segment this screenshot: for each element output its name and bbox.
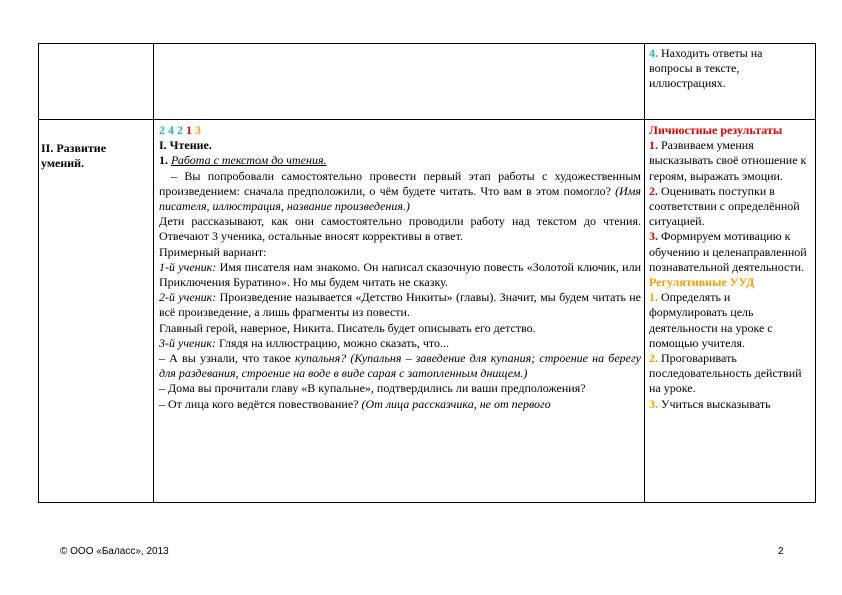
question-1-word: купальня? [295,351,347,366]
personal-results-heading: Личностные результаты [649,123,783,137]
main-content-cell [159,123,641,412]
row1-right-num: 4. [649,46,658,60]
regulative-item-num: 1. [649,290,658,305]
student-3-answer [159,336,641,351]
personal-item [649,138,809,184]
section-title: I. Чтение. [159,138,212,153]
stage-number: II. [41,141,54,155]
intro-answer: (Имя писателя, иллюстрация, название произведения.) [159,183,641,214]
personal-item-num: 3. [649,229,658,244]
column-divider-1 [153,44,154,502]
step-number: 1 [186,123,192,137]
student-1-text: Имя писателя нам знакомо. Он написал сказочную повесть «Золотой ключик, или Приключения Буратино». Но мы будем читать не сказку. [159,259,642,290]
student-2-answer [159,290,641,320]
footer-copyright: © ООО «Баласс», 2013 [60,546,169,557]
regulative-item-text: Проговаривать последовательность действий на уроке. [649,351,802,396]
regulative-item-num: 2. [649,351,658,366]
regulative-item-text: Определять и формулировать цель деятельности на уроке с помощью учителя. [649,290,773,350]
regulative-item-num: 3. [649,396,658,411]
question-3-answer: (От лица рассказчика, не от первого [361,396,551,411]
regulative-item [649,397,809,412]
personal-item-text: Развиваем умения высказывать своё отношение к героям, выражать эмоции. [649,138,807,183]
regulative-item [649,290,809,351]
question-3 [159,397,641,412]
stage-cell [41,141,151,171]
regulative-item [649,351,809,397]
student-3-text: Глядя на иллюстрацию, можно сказать, что... [218,335,449,350]
personal-item [649,229,809,275]
regulative-item-text: Учиться высказывать [661,396,771,411]
student-1-label: 1-й ученик: [159,259,217,274]
question-2: – Дома вы прочитали главу «В купальне», подтвердились ли ваши предположения? [159,381,586,396]
intro-paragraph [159,169,641,215]
step-number: 3 [195,123,201,137]
personal-item-text: Оценивать поступки в соответствии с определённой ситуацией. [649,183,800,229]
personal-item-text: Формируем мотивацию к обучению и целенаправленной познавательной деятельности. [649,229,807,274]
intro-question: – Вы попробовали самостоятельно провести первый этап работы с художественным произведением: сначала предположили, о чём будете читать. Что вам в этом помогло? [159,168,641,198]
subsection-number: 1. [159,153,168,168]
row1-right-text: Находить ответы на вопросы в тексте, иллюстрациях. [649,46,763,91]
personal-item-num: 1. [649,138,658,153]
lesson-table [38,43,816,503]
row-divider [39,119,815,120]
personal-item [649,184,809,230]
student-2-text-continued: Главный герой, наверное, Никита. Писатель будет описывать его детство. [159,320,536,335]
page-number: 2 [778,546,784,557]
step-number: 2 [159,123,165,137]
question-3-text: – От лица кого ведётся повествование? [159,396,359,411]
student-1-answer [159,260,641,290]
question-1 [159,351,641,381]
step-numbers [159,123,641,138]
regulative-heading: Регулятивные УУД [649,275,755,290]
variant-label: Примерный вариант: [159,244,267,259]
paragraph-1: Дети рассказывают, как они самостоятельно проводили работу над текстом до чтения. Отвечают 3 ученика, остальные вносят коррективы в ответ. [159,214,641,244]
results-cell [649,123,809,412]
question-1-text: – А вы узнали, что такое [159,351,291,366]
subsection-title: Работа с текстом до чтения. [171,153,327,168]
personal-item-num: 2. [649,183,658,198]
student-3-label: 3-й ученик: [159,335,216,350]
student-2-label: 2-й ученик: [159,290,217,305]
stage-title: Развитие умений. [41,141,107,171]
row1-right-cell [649,46,809,92]
step-number: 2 [177,123,183,137]
column-divider-2 [644,44,645,502]
question-1-answer: (Купальня – заведение для купания; строение на берегу для раздевания, строение на воде в виде сарая с затопленным днищем.) [159,351,641,381]
step-number: 4 [168,123,174,137]
student-2-text: Произведение называется «Детство Никиты» (главы). Значит, мы будем читать не всё произведение, а лишь фрагменты из повести. [159,290,641,320]
